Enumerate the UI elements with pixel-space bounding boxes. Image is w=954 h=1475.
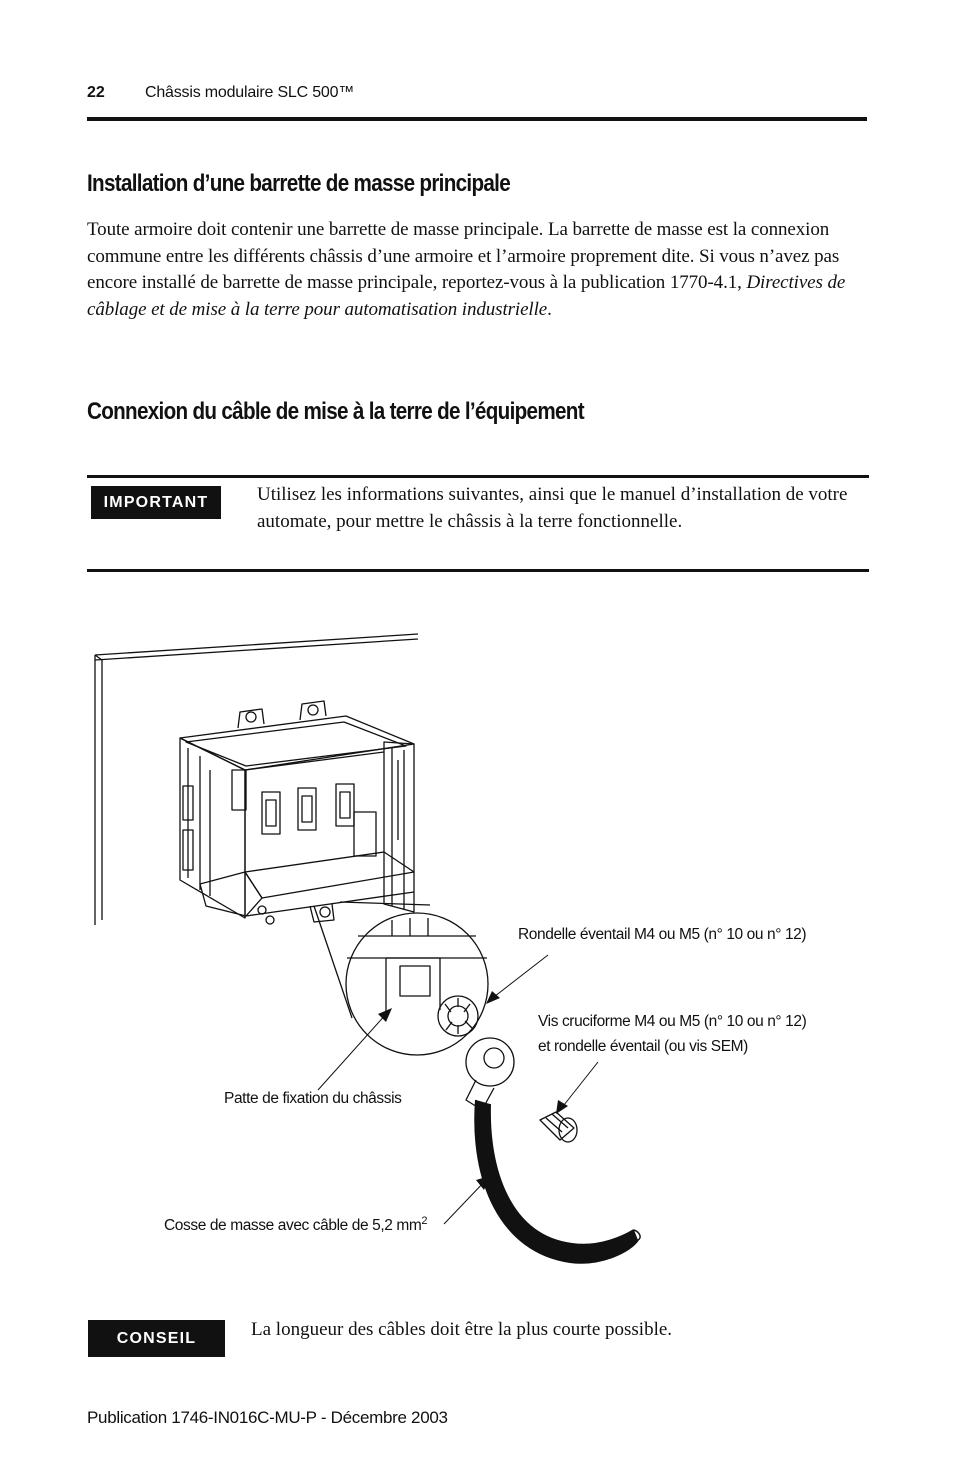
phillips-screw <box>540 1112 577 1142</box>
ground-cable <box>475 1100 640 1263</box>
ring-lug <box>466 1038 514 1110</box>
important-rule-top <box>87 475 869 478</box>
paragraph-end: . <box>547 298 552 320</box>
header-rule <box>87 117 867 121</box>
section-paragraph <box>87 217 869 323</box>
callout-ground-lug <box>164 1215 427 1235</box>
section-heading-ground-cable: Connexion du câble de mise à la terre de l’équipement <box>87 398 584 425</box>
paragraph-text: Toute armoire doit contenir une barrette de masse principale. La barrette de masse est la connexion commune entre les différents châssis d’une armoire et l’armoire proprement dite. Si vous n’avez pas encore installé de barrette de masse principale, reportez-vous à la publication 1770-4.1, <box>87 219 840 293</box>
star-washer <box>438 996 478 1036</box>
conseil-badge: CONSEIL <box>88 1320 225 1357</box>
callout-ground-lug-superscript: 2 <box>421 1215 428 1227</box>
callout-phillips-screw: Vis cruciforme M4 ou M5 (n° 10 ou n° 12) <box>538 1013 807 1030</box>
callout-ground-lug-text: Cosse de masse avec câble de 5,2 mm <box>164 1217 422 1235</box>
publication-title: Directives de câblage et de mise à la terre pour automatisation industrielle <box>87 272 846 320</box>
grounding-diagram <box>0 600 954 1300</box>
important-badge: IMPORTANT <box>91 486 221 519</box>
important-note: Utilisez les informations suivantes, ainsi que le manuel d’installation de votre automate, pour mettre le châssis à la terre fonctionnelle. <box>257 484 848 532</box>
callout-star-washer: Rondelle éventail M4 ou M5 (n° 10 ou n° 12) <box>518 926 807 943</box>
page-number: 22 <box>87 84 105 101</box>
callout-chassis-tab: Patte de fixation du châssis <box>224 1090 402 1107</box>
section-heading-ground-bus: Installation d’une barrette de masse principale <box>87 170 511 197</box>
important-rule-bottom <box>87 569 869 572</box>
conseil-note: La longueur des câbles doit être la plus courte possible. <box>251 1319 673 1340</box>
publication-footer: Publication 1746-IN016C-MU-P - Décembre 2003 <box>87 1408 448 1427</box>
chassis-illustration <box>180 701 414 924</box>
enclosure-wall <box>95 634 418 925</box>
running-title: Châssis modulaire SLC 500™ <box>145 84 355 101</box>
callout-phillips-screw-line2: et rondelle éventail (ou vis SEM) <box>538 1038 748 1055</box>
